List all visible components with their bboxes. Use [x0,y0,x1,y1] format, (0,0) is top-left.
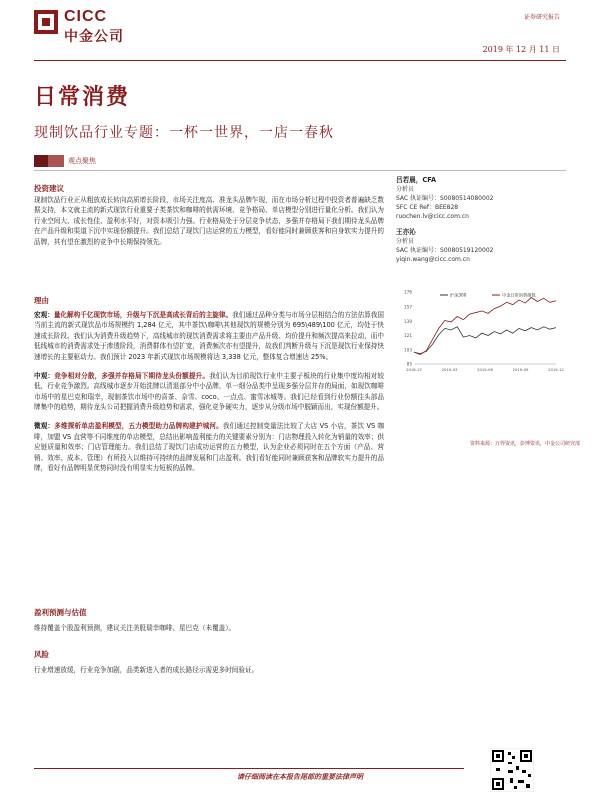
report-type: 证券研究报告 [523,14,560,21]
view-divider [34,170,566,171]
risk-heading: 风险 [34,650,49,659]
invest-heading: 投资建议 [34,184,64,193]
analyst-2 [396,228,566,264]
x-tick-label: 2019-12 [548,367,564,372]
meso-lead: 中观： [34,371,55,380]
risk-text: 行业增速放缓，行业竞争加剧，品类新进入者的成长路径示需更多时间验证。 [34,665,259,674]
analyst-1 [396,176,566,221]
micro-bold: 多维探析单店盈利模型，五力模型助力品牌构建护城河。 [54,421,223,430]
x-tick-label: 2019-06 [477,367,493,372]
macro-text: 我们通过品种分类与市场分层相结合的方法估算我国当前主流的新式现饮品市场规模约 1,284 亿元，其中茶饮\咖啡\其他现饮的规模分别为 695\489\100 亿元，均处于快速成长阶段。我们认为消费升级趋势下，高线城市的现饮消费需求将主要由产品升级、均价提升和频次提高来拉动，而中低线城市的消费需求处于渗透阶段，消费群体有望扩宽，消费频次亦有望提升，故我们判断升级与下沉是现饮行业保持快速增长的主要驱动力。我们预计 2023 年新式现饮市场规模将达 3,338 亿元，整体复合增速达 25%。 [34,310,385,361]
view-marker-accent [48,155,64,167]
analyst-role: 分析员 [396,186,415,193]
header-divider [34,60,566,61]
analyst-role: 分析员 [396,238,415,245]
analyst-sac: SAC 执证编号：S0080519120002 [396,247,494,254]
micro-lead: 微观： [34,421,55,430]
report-title: 现制饮品行业专题：一杯一世界，一店一春秋 [34,125,334,141]
cicc-logo-icon [34,10,58,34]
x-tick-label: 2019-03 [441,367,458,372]
forecast-heading: 盈利预测与估值 [34,608,87,617]
section-title: 日常消费 [34,85,131,110]
analyst-name: 吕若晨，CFA [396,176,437,184]
logo-text-cn: 中金公司 [64,29,124,45]
x-tick-label: 2018-12 [406,367,422,372]
analyst-sac: SAC 执证编号：S0080514080002 [396,195,494,202]
analyst-sfc: SFC CE Ref：BEE828 [396,204,459,211]
legend-label: 中金日常消费指数 [502,292,536,298]
forecast-section [34,608,384,633]
legend-label: 沪深300 [450,292,467,298]
reason-heading: 理由 [34,296,49,305]
performance-chart [396,286,566,376]
meso-text: 我们认为目前现饮行业中主要子板块的行业集中度均相对较低，行业竞争激烈。高线城市逐步开始洗牌以清退部分中小品牌，单一细分品类中呈现多强分层并存的局面，如现饮咖啡市场中的星巴克和瑞幸，现制茶饮市场中的喜茶、奈雪、coco、一点点、蜜雪冰城等。我们已经看到行业份额往头部品牌集中的趋势，期待龙头公司把握消费升级趋势和需求，强化竞争硬实力，逐步从分级市场中脱颖而出，实现份额提升。 [34,371,385,412]
series-line-consumer-index [414,298,556,355]
footer-divider [34,768,464,769]
y-tick-label: 121 [404,333,412,339]
invest-section [34,184,384,248]
footer-disclaimer: 请仔细阅读在本报告尾部的重要法律声明 [237,773,363,781]
analyst-email[interactable]: yiqin.wang@cicc.com.cn [396,256,470,263]
macro-lead: 宏观： [34,310,54,319]
y-tick-label: 176 [404,289,412,295]
logo-text-en: CICC [64,8,108,25]
meso-bold: 竞争相对分散，多强并存格局下期待龙头份额提升。 [54,371,210,380]
reason-micro [34,421,384,474]
qr-code-icon[interactable] [490,748,534,792]
reason-macro [34,310,384,363]
analyst-email[interactable]: ruochen.lv@cicc.com.cn [396,213,469,220]
forecast-text: 维持覆盖个股盈利预测，建议关注美股瑞幸咖啡、星巴克（未覆盖）。 [34,623,236,632]
analyst-name: 王亦沁 [396,228,416,236]
risk-section [34,650,384,675]
reason-section [34,296,384,474]
reason-meso [34,371,384,413]
report-date: 2019 年 12 月 11 日 [482,45,560,54]
y-tick-label: 157 [404,304,412,310]
chart-source: 资料来源：万得资讯，彭博资讯，中金公司研究部 [470,441,581,447]
x-tick-label: 2019-09 [512,367,529,372]
y-tick-label: 103 [404,347,412,353]
macro-bold: 量化解构千亿现饮市场，升级与下沉是高成长背后的主旋律。 [53,310,233,319]
micro-text: 我们通过控制变量法比较了大店 VS 小店，茶饮 VS 咖啡，加盟 VS 直营等不同维度的单店模型，总结出影响盈利能力的关键要素分别为：门店物理投入转化为销量的效率；供应链质量和效率；门店管理能力。我们总结了现饮门店成功运营的五力模型，认为企业必须同时在五个方面（产品、营销、效率、成本、管理）有所投入以维持可持续的品牌发展和门店盈利。我们看好能同时兼顾获客和品牌软实力提升的品牌，看好有品牌明显优势同时没有明显实力短板的品牌。 [34,421,385,473]
y-tick-label: 85 [406,361,412,367]
series-line-csi300 [414,327,556,354]
view-label: 观点聚焦 [68,157,96,165]
y-tick-label: 139 [404,318,412,324]
invest-text: 现制饮品行业正从粗放成长转向高质增长阶段，市场关注度高、准龙头品牌乍现，而在市场分析过程中投资者普遍缺乏数据支持，本文就主流的新式现饮行业重要子类茶饮和咖啡的供需环境、竞争格局、单店模型分别进行量化分析。我们认为行业空间大、成长性佳、盈利水平好，对资本吸引力强。行业格局处于分层竞争状态，多强并存格局下我们期待龙头品牌在产品升级和渠道下沉中实现份额提升。我们总结了现饮门店运营的五力模型，看好能同时兼顾获客和自身软实力提升的品牌，其有望在激烈的竞争中长期保持领先。 [34,195,384,246]
